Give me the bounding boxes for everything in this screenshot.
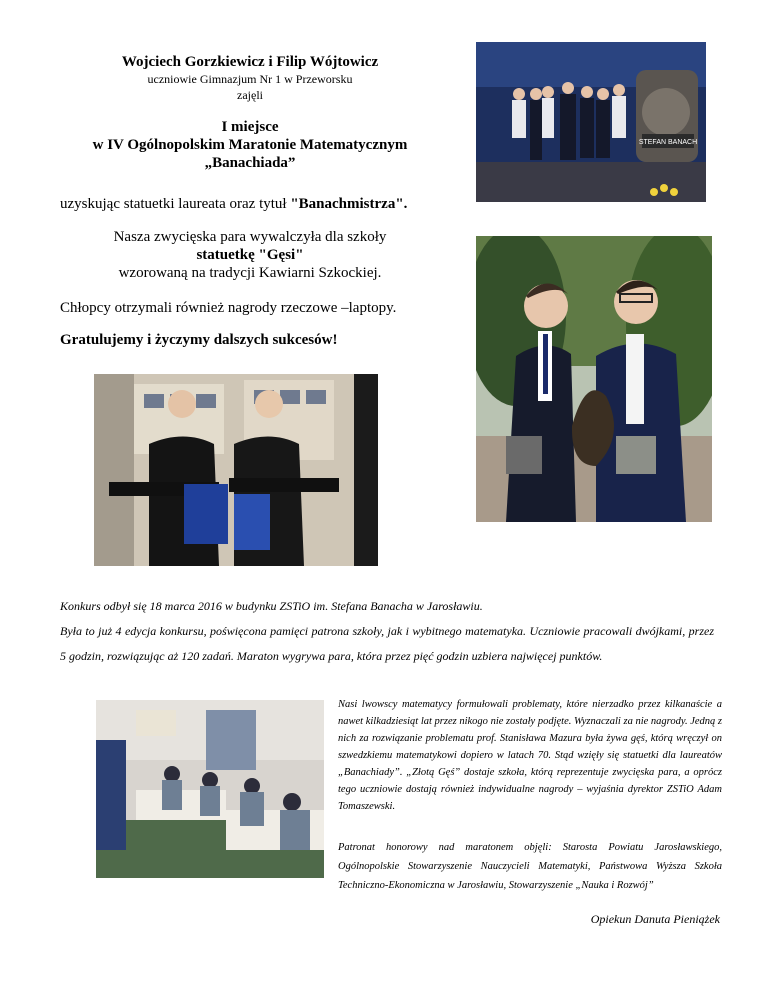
photo-classroom — [96, 700, 324, 878]
photo-ceremony-group — [476, 42, 706, 202]
article-paragraph-4: Patronat honorowy nad maratonem objęli: Starosta Powiatu Jarosławskiego, Ogólnopolskie Stowarzyszenie Nauczycieli Matematyki, Państwowa Wyższa Szkoła Techniczno-Ekonomiczna w Jarosławiu, Stowarzyszenie „Nauka i Rozwój” — [338, 842, 722, 891]
place-line: I miejsce — [221, 119, 279, 135]
prize-paragraph — [60, 228, 440, 282]
group-sign-text: STEFAN BANACH — [638, 139, 698, 146]
took-line: zajęli — [237, 88, 263, 102]
photo-students-trophy — [476, 236, 712, 522]
prize-line2: statuetkę "Gęsi" — [196, 247, 304, 263]
statuette-line — [60, 196, 407, 213]
student-names: Wojciech Gorzkiewicz i Filip Wójtowicz — [121, 54, 379, 70]
contest-name: „Banachiada” — [204, 155, 296, 171]
school-line: uczniowie Gimnazjum Nr 1 w Przeworsku — [147, 72, 353, 86]
article-paragraph-1: Konkurs odbył się 18 marca 2016 w budynku ZSTiO im. Stefana Banacha w Jarosławiu. — [60, 599, 483, 613]
article-paragraph-3: Nasi lwowscy matematycy formułowali problematy, które nierzadko przez kilkanaście a nawet kilkadziesiąt lat przez nikogo nie zostały podjęte. Wyznaczali za nie nagrody. Jedną z nich za rozwiązanie problematu prof. Stanisława Mazura była żywa gęś, którą wręczył on szwedzkiemu matematykowi dopiero w latach 70. Stąd wzięły się statuetki dla laureatów „Banachiady”. „Złotą Gęś” dostaje szkoła, którą reprezentuje zwycięska para, a oprócz tego uczniowie dostają również indywidualne nagrody – wyjaśnia dyrektor ZSTiO Adam Tomaszewski. — [338, 699, 722, 812]
prize-line1: Nasza zwycięska para wywalczyła dla szkoły — [113, 229, 387, 245]
signature: Opiekun Danuta Pieniążek — [590, 912, 720, 926]
photo-students-laptops — [94, 374, 378, 566]
prize-line3: wzorowaną na tradycji Kawiarni Szkockiej. — [118, 265, 382, 281]
statuette-title: "Banachmistrza". — [290, 196, 408, 212]
congrats-line: Gratulujemy i życzymy dalszych sukcesów! — [60, 332, 338, 348]
result-heading — [60, 118, 440, 172]
statuette-text: uzyskując statuetki laureata oraz tytuł — [60, 196, 291, 212]
article-paragraph-2: Była to już 4 edycja konkursu, poświęcona pamięci patrona szkoły, jak i wybitnego matematyka. Uczniowie pracowali dwójkami, przez 5 godzin, rozwiązując aż 120 zadań. Maraton wygrywa para, która przez pięć godzin uzbiera najwięcej punktów. — [60, 624, 714, 663]
contest-line: w IV Ogólnopolskim Maratonie Matematycznym — [92, 137, 408, 153]
laptops-line: Chłopcy otrzymali również nagrody rzeczowe –laptopy. — [60, 300, 397, 316]
